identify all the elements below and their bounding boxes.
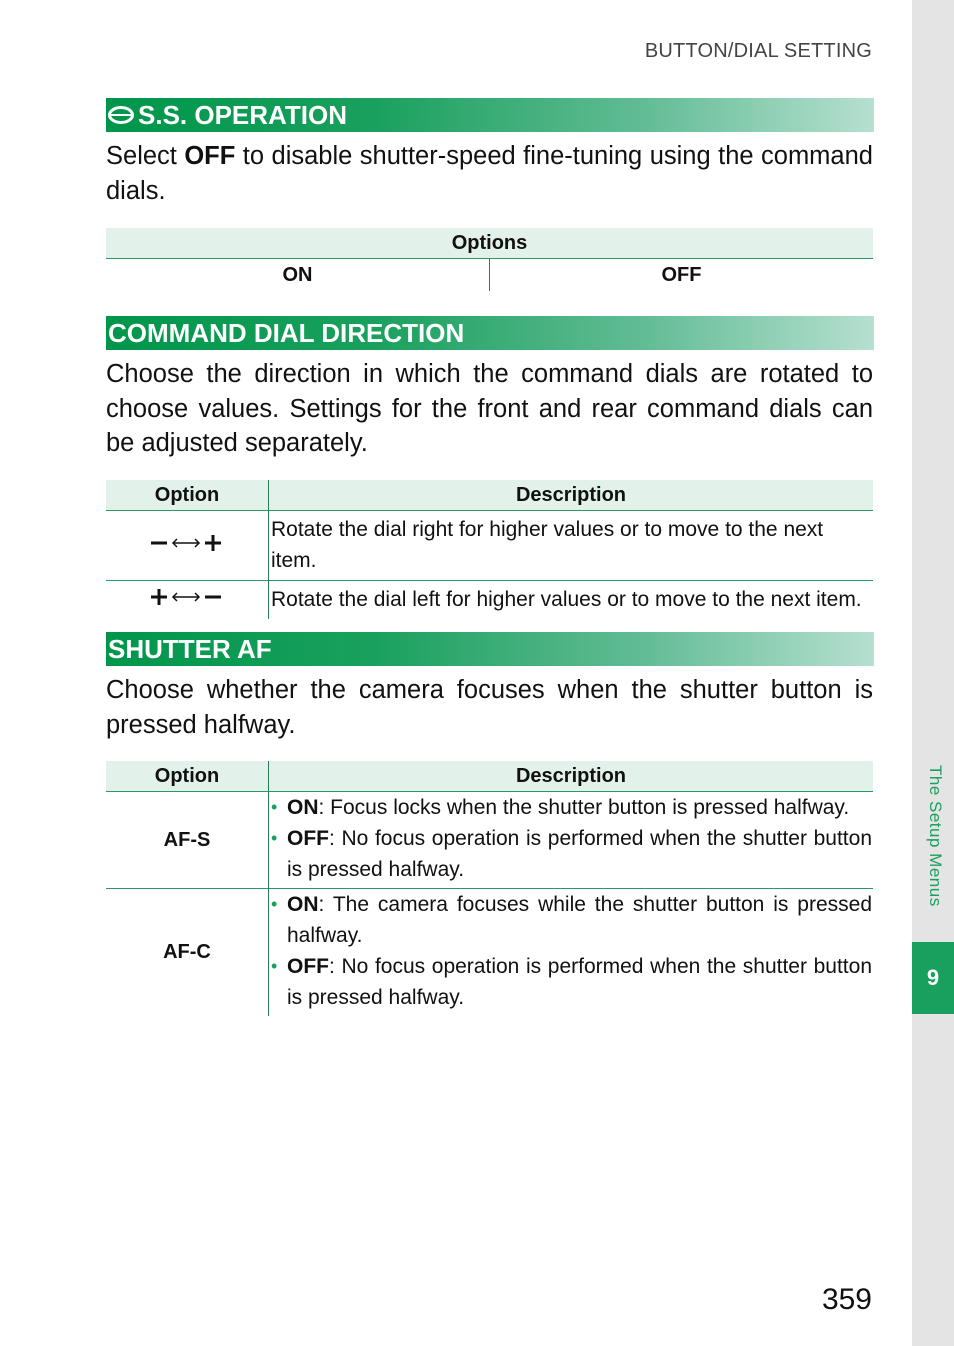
option-plus-to-minus <box>106 581 269 620</box>
description-plus-to-minus: Rotate the dial left for higher values or to move to the next item. <box>269 581 874 620</box>
table-header-options: Options <box>106 228 873 259</box>
description-af-s <box>269 792 874 889</box>
bullet-icon: • <box>271 956 278 976</box>
table-header-description: Description <box>269 761 874 792</box>
table-header-option: Option <box>106 761 269 792</box>
ss-operation-description: Select OFF to disable shutter-speed fine-tuning using the command dials. <box>106 142 873 205</box>
description-minus-to-plus: Rotate the dial right for higher values or to move to the next item. <box>269 511 874 581</box>
section-heading-shutter-af: SHUTTER AF <box>106 632 874 666</box>
command-dial-direction-table <box>106 480 873 619</box>
shutter-af-description: Choose whether the camera focuses when the shutter button is pressed halfway. <box>106 676 873 739</box>
option-on: ON <box>282 263 313 286</box>
list-item: • ON: The camera focuses while the shutter button is pressed halfway. <box>269 889 873 951</box>
option-off: OFF <box>490 259 874 292</box>
bullet-icon: • <box>271 894 278 914</box>
option-af-c: AF-C <box>106 889 269 1017</box>
chapter-label: The Setup Menus <box>926 765 945 907</box>
list-item: • OFF: No focus operation is performed when the shutter button is pressed halfway. <box>269 823 873 885</box>
bullet-icon: • <box>271 828 278 848</box>
section-title: S.S. OPERATION <box>138 100 347 130</box>
command-dial-direction-description: Choose the direction in which the command dials are rotated to choose values. Settings for the front and rear command dials can be adjusted separately. <box>106 360 873 457</box>
list-item: • ON: Focus locks when the shutter button is pressed halfway. <box>269 792 873 823</box>
minus-to-plus-icon <box>149 533 225 553</box>
ss-operation-options-table <box>106 228 873 291</box>
plus-to-minus-icon <box>149 587 225 607</box>
option-af-s: AF-S <box>163 828 211 851</box>
list-item: • OFF: No focus operation is performed when the shutter button is pressed halfway. <box>269 951 873 1013</box>
table-header-option: Option <box>106 480 269 511</box>
section-heading-ss-operation <box>106 98 874 132</box>
description-af-c <box>269 889 874 1017</box>
option-minus-to-plus <box>106 511 269 581</box>
shutter-af-table <box>106 761 873 1016</box>
running-header: BUTTON/DIAL SETTING <box>644 40 872 62</box>
dial-icon <box>108 98 138 132</box>
page-number: 359 <box>821 1283 872 1316</box>
table-header-description: Description <box>269 480 874 511</box>
bullet-icon: • <box>271 797 278 817</box>
section-heading-command-dial-direction: COMMAND DIAL DIRECTION <box>106 316 874 350</box>
side-tab <box>912 0 954 1346</box>
chapter-number: 9 <box>912 942 954 1014</box>
